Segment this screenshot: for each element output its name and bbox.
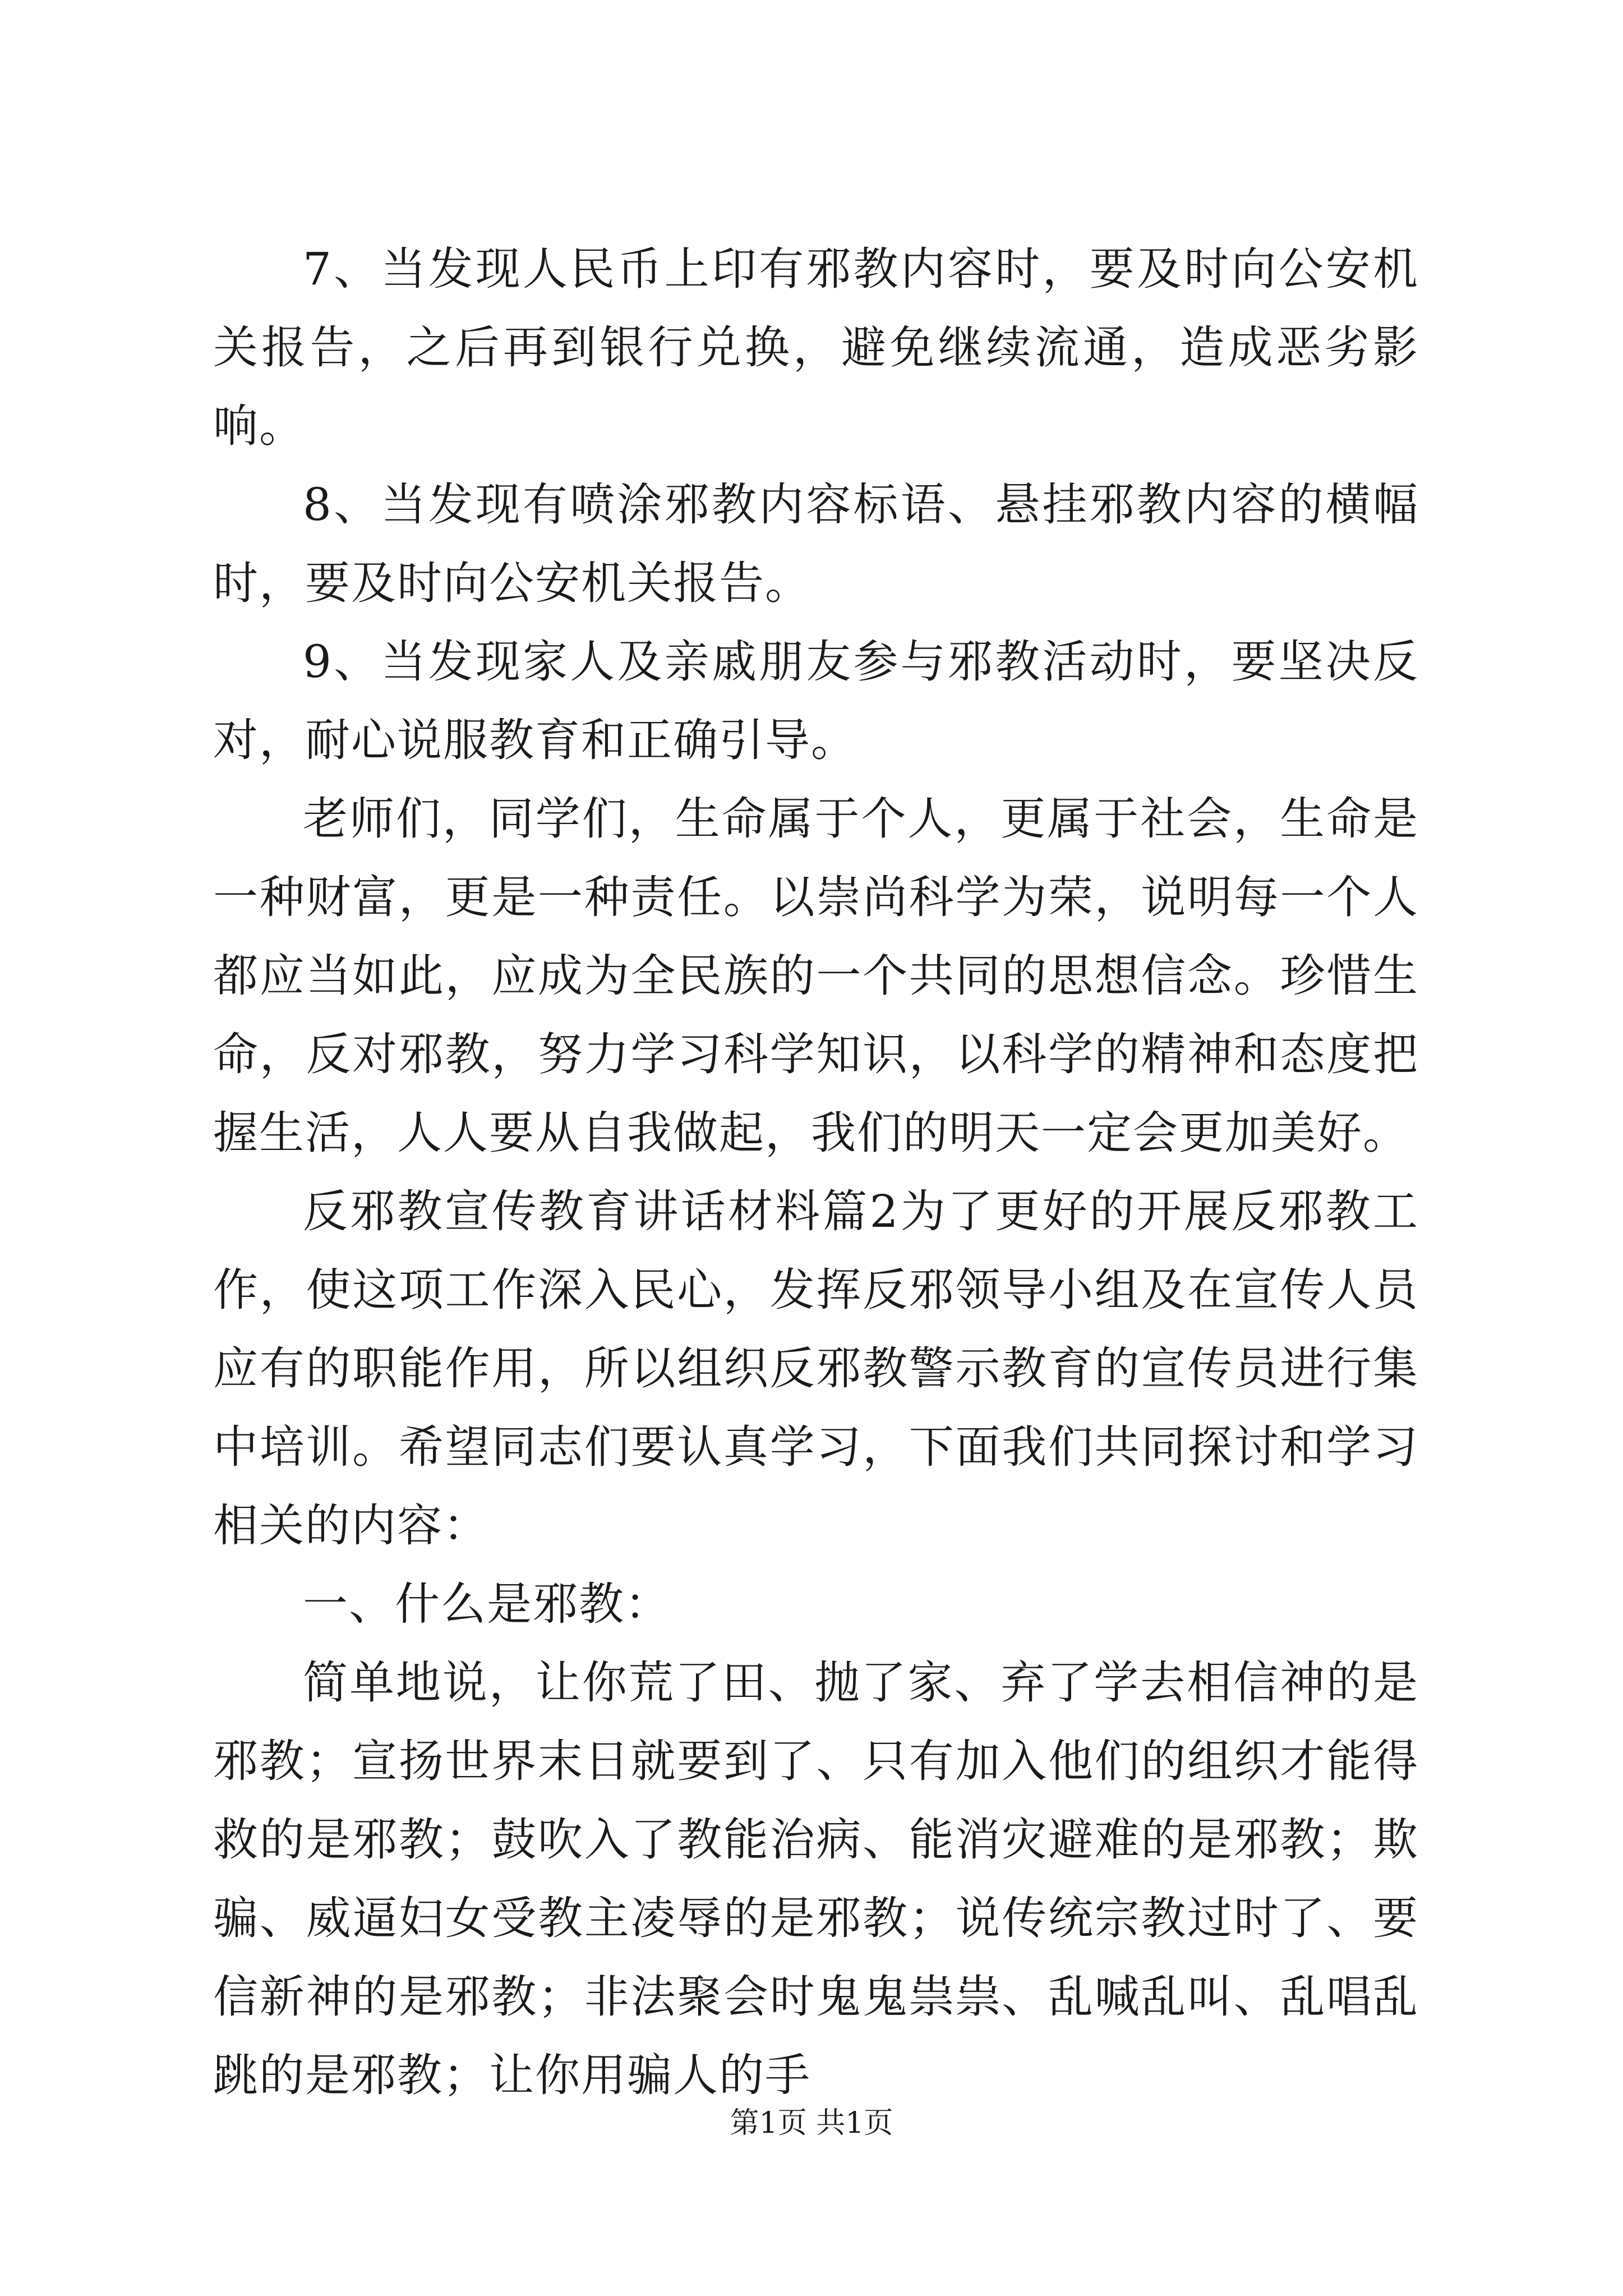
paragraph-item-7: 7、当发现人民币上印有邪教内容时，要及时向公安机关报告，之后再到银行兑换，避免继续流通，造成恶劣影响。 xyxy=(213,243,1419,452)
paragraph-section-2-intro: 反邪教宣传教育讲话材料篇2为了更好的开展反邪教工作，使这项工作深入民心，发挥反邪领导小组及在宣传人员应有的职能作用，所以组织反邪教警示教育的宣传员进行集中培训。希望同志们要认真学习，下面我们共同探讨和学习相关的内容： xyxy=(213,1185,1419,1552)
paragraph-item-8: 8、当发现有喷涂邪教内容标语、悬挂邪教内容的横幅时，要及时向公安机关报告。 xyxy=(213,478,1419,609)
section-heading-what-is-cult: 一、什么是邪教： xyxy=(303,1578,671,1630)
paragraph-closing-remarks: 老师们，同学们，生命属于个人，更属于社会，生命是一种财富，更是一种责任。以崇尚科学为荣，说明每一个人都应当如此，应成为全民族的一个共同的思想信念。珍惜生命，反对邪教，努力学习科学知识，以科学的精神和态度把握生活，人人要从自我做起，我们的明天一定会更加美好。 xyxy=(213,793,1419,1159)
document-body xyxy=(213,230,1419,2115)
page-footer: 第1页 共1页 xyxy=(730,2106,893,2140)
paragraph-cult-definition: 简单地说，让你荒了田、抛了家、弃了学去相信神的是邪教；宣扬世界末日就要到了、只有加入他们的组织才能得救的是邪教；鼓吹入了教能治病、能消灾避难的是邪教；欺骗、威逼妇女受教主凌辱的是邪教；说传统宗教过时了、要信新神的是邪教；非法聚会时鬼鬼祟祟、乱喊乱叫、乱唱乱跳的是邪教；让你用骗人的手 xyxy=(213,1657,1419,2101)
paragraph-item-9: 9、当发现家人及亲戚朋友参与邪教活动时，要坚决反对，耐心说服教育和正确引导。 xyxy=(213,636,1419,766)
